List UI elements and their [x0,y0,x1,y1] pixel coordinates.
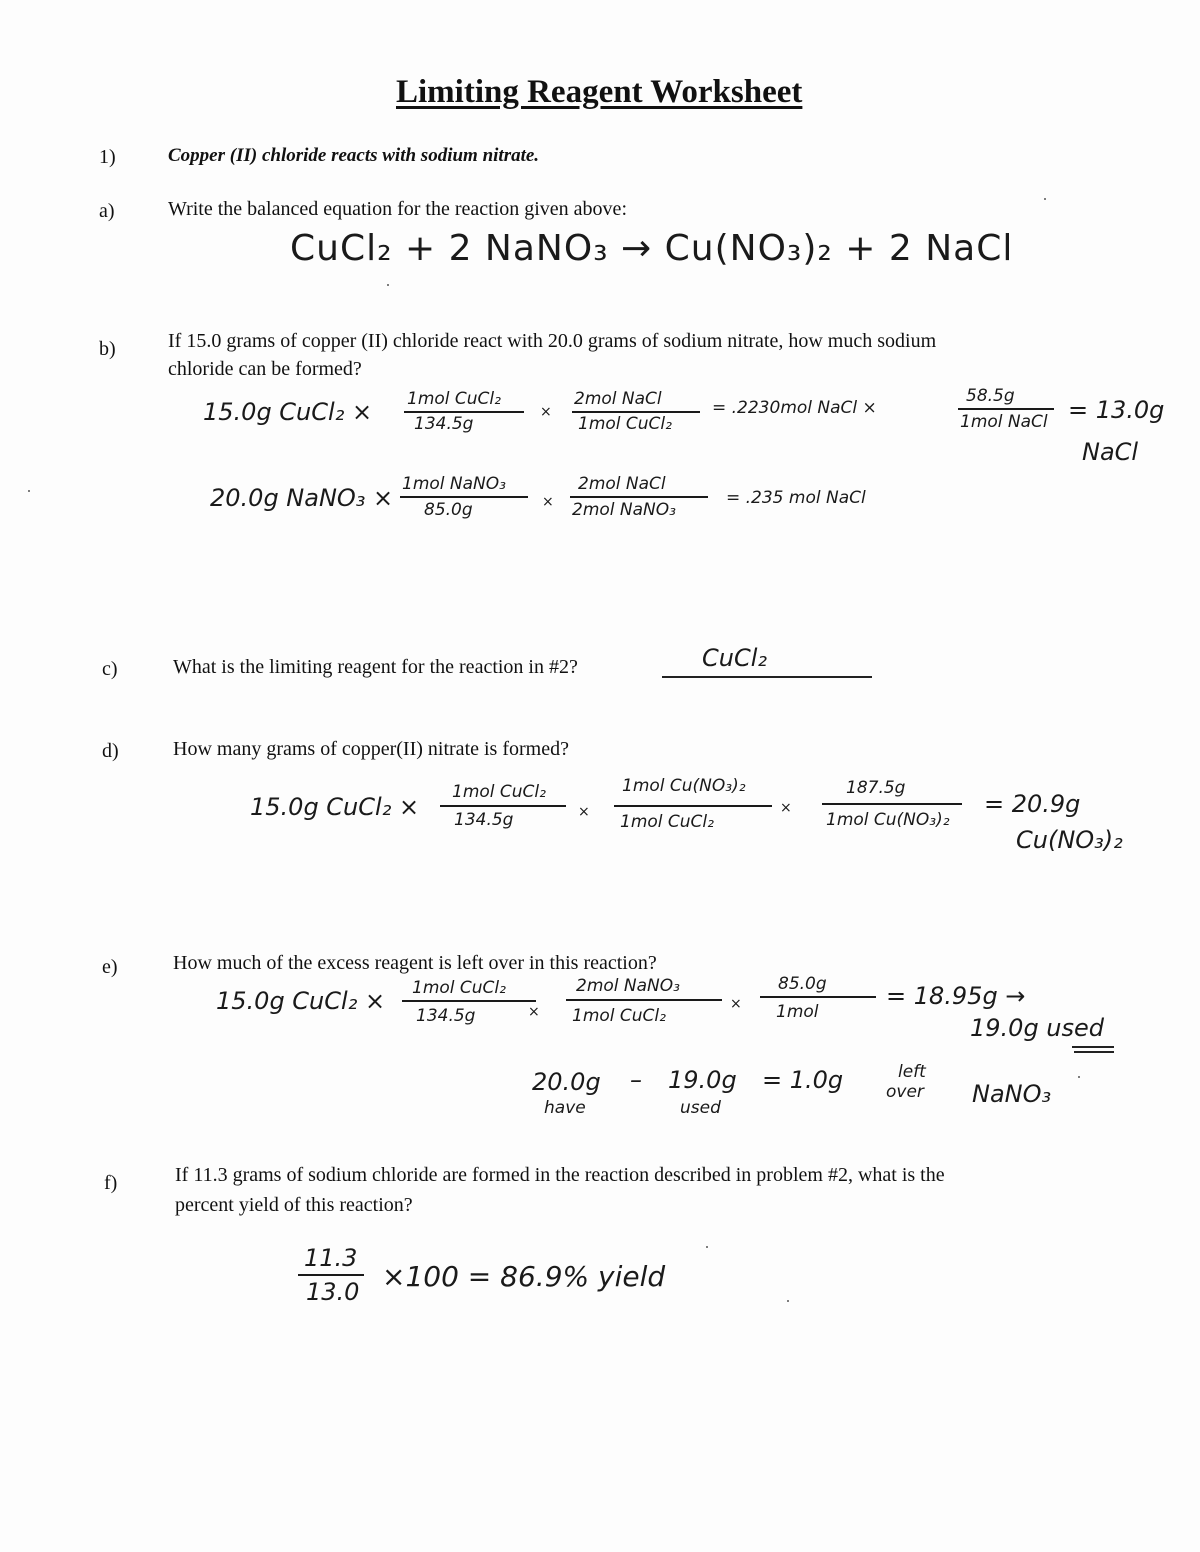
amount-used-label: used [680,1098,721,1118]
fraction-numerator: 1mol CuCl₂ [412,978,506,998]
scan-speck [1044,198,1046,200]
fraction-numerator: 2mol NaCl [574,389,662,409]
fraction-denominator: 134.5g [416,1006,476,1026]
fraction-bar [298,1274,364,1276]
fraction-numerator: 1mol CuCl₂ [452,782,546,802]
part-label-a: a) [99,200,115,222]
scan-speck [706,1246,708,1248]
underline-mark [1074,1051,1114,1053]
fraction-bar [440,805,566,807]
amount-used: 19.0g [668,1066,737,1094]
fraction-bar [566,999,722,1001]
part-label-c: c) [102,658,118,680]
part-label-b: b) [99,338,116,360]
percent-yield-result: ×100 = 86.9% yield [382,1260,666,1293]
fraction-bar [400,496,528,498]
part-c-handwritten-answer: CuCl₂ [702,644,768,672]
amount-have: 20.0g [532,1068,601,1096]
fraction-denominator: 13.0 [306,1278,360,1306]
fraction-denominator: 1mol CuCl₂ [572,1006,666,1026]
fraction-bar [404,411,524,413]
part-b-prompt-line-1: If 15.0 grams of copper (II) chloride react with 20.0 grams of sodium nitrate, how much sodium [168,330,937,352]
fraction-bar [402,1000,536,1002]
work-result: = .235 mol NaCl [726,488,866,508]
fraction-bar [958,408,1054,410]
fraction-bar [822,803,962,805]
over-label: over [886,1082,924,1102]
multiply-sign: × [528,1004,540,1020]
part-a-prompt: Write the balanced equation for the reaction given above: [168,198,627,220]
work-start: 15.0g CuCl₂ × [203,398,373,426]
part-label-e: e) [102,956,118,978]
part-a-handwritten-equation: CuCl₂ + 2 NaNO₃ → Cu(NO₃)₂ + 2 NaCl [290,228,1014,269]
fraction-denominator: 85.0g [424,500,473,520]
minus-sign: – [630,1066,642,1094]
fraction-bar [570,496,708,498]
multiply-sign: × [780,800,792,816]
fraction-denominator: 1mol CuCl₂ [620,812,714,832]
fraction-denominator: 2mol NaNO₃ [572,500,676,520]
part-c-prompt: What is the limiting reagent for the reaction in #2? [173,656,578,678]
fraction-numerator: 58.5g [966,386,1015,406]
fraction-numerator: 1mol Cu(NO₃)₂ [622,776,746,796]
fraction-numerator: 187.5g [846,778,906,798]
part-f-prompt-line-1: If 11.3 grams of sodium chloride are formed in the reaction described in problem #2, what is the [175,1164,945,1186]
multiply-sign: × [542,494,554,510]
work-intermediate: = .2230mol NaCl × [712,398,877,418]
fraction-numerator: 1mol CuCl₂ [407,389,501,409]
work-result: = 20.9g [984,790,1081,818]
multiply-sign: × [730,996,742,1012]
underline-mark [1072,1046,1114,1048]
scan-speck [28,490,30,492]
answer-blank-line [662,676,872,678]
work-start: 20.0g NaNO₃ × [210,484,394,512]
fraction-denominator: 134.5g [454,810,514,830]
scan-speck [787,1300,789,1302]
scan-speck [1078,1076,1080,1078]
multiply-sign: × [578,804,590,820]
part-label-f: f) [104,1172,118,1194]
part-f-prompt-line-2: percent yield of this reaction? [175,1194,413,1216]
amount-have-label: have [544,1098,586,1118]
fraction-bar [614,805,772,807]
work-result: = 18.95g → [886,982,1026,1010]
fraction-numerator: 1mol NaNO₃ [402,474,506,494]
worksheet-title: Limiting Reagent Worksheet [396,74,803,110]
work-result-units: Cu(NO₃)₂ [1016,826,1123,854]
work-start: 15.0g CuCl₂ × [250,793,420,821]
scan-speck [387,284,389,286]
fraction-numerator: 2mol NaNO₃ [576,976,680,996]
work-start: 15.0g CuCl₂ × [216,987,386,1015]
left-label: left [898,1062,926,1082]
fraction-denominator: 1mol NaCl [960,412,1048,432]
fraction-bar [572,411,700,413]
fraction-denominator: 1mol CuCl₂ [578,414,672,434]
part-label-d: d) [102,740,119,762]
work-result: = 13.0g [1068,396,1165,424]
part-d-prompt: How many grams of copper(II) nitrate is formed? [173,738,569,760]
fraction-denominator: 1mol Cu(NO₃)₂ [826,810,950,830]
fraction-numerator: 85.0g [778,974,827,994]
multiply-sign: × [540,404,552,420]
amount-left: = 1.0g [762,1066,844,1094]
question-prompt: Copper (II) chloride reacts with sodium nitrate. [168,145,540,166]
fraction-numerator: 11.3 [304,1244,358,1272]
part-e-prompt: How much of the excess reagent is left over in this reaction? [173,952,657,974]
work-result-units: NaCl [1082,438,1139,466]
fraction-bar [760,996,876,998]
fraction-numerator: 2mol NaCl [578,474,666,494]
work-result-used: 19.0g used [970,1014,1105,1042]
fraction-denominator: 134.5g [414,414,474,434]
excess-species: NaNO₃ [972,1080,1052,1108]
part-b-prompt-line-2: chloride can be formed? [168,358,362,380]
fraction-denominator: 1mol [776,1002,819,1022]
question-number: 1) [99,146,116,168]
